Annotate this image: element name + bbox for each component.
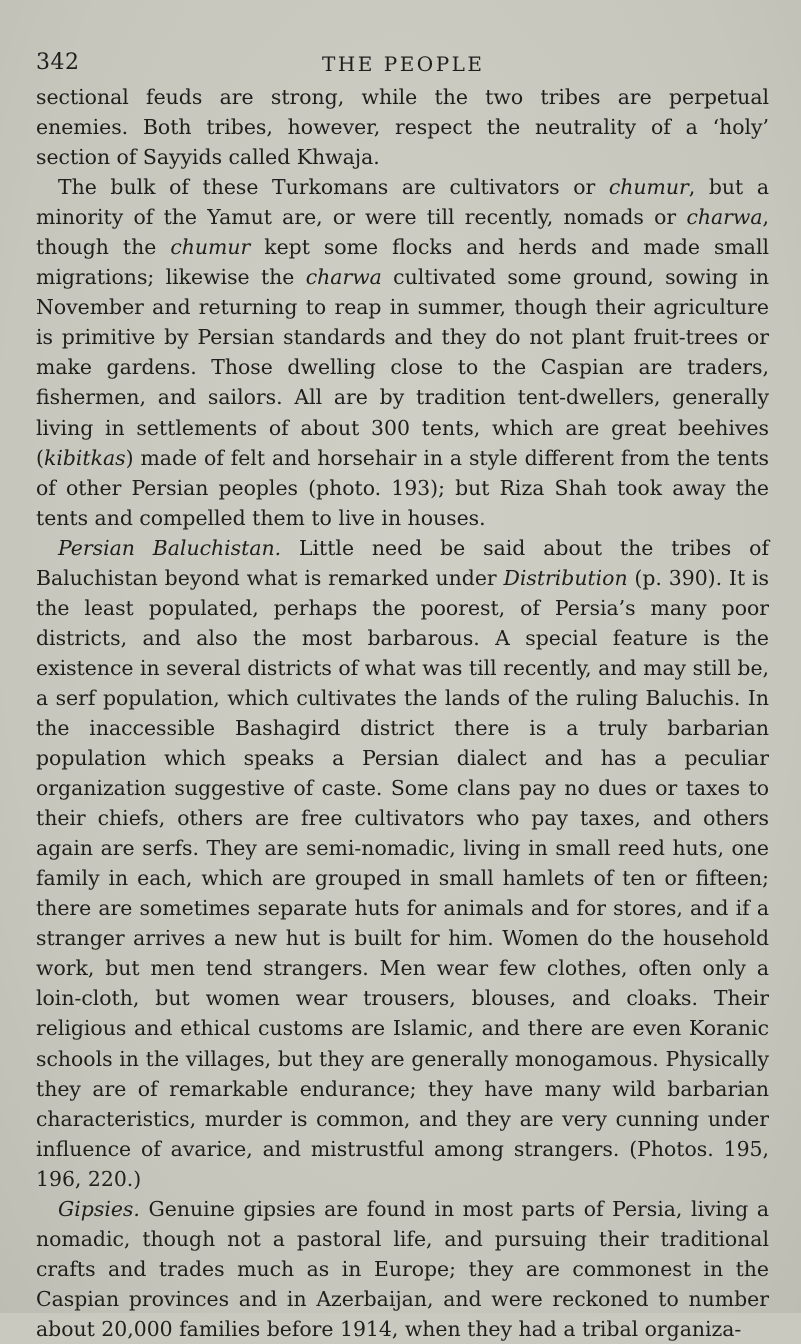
paragraph-heading: Gipsies.: [58, 1196, 140, 1221]
paragraph-heading: Persian Baluchistan.: [58, 535, 282, 560]
italic-term: charwa: [305, 265, 382, 290]
italic-term: Distribution: [503, 565, 628, 590]
running-head: THE PEOPLE: [322, 52, 485, 76]
text-run: The bulk of these Turkomans are cultivators or: [58, 175, 609, 200]
text-run: Genuine gipsies are found in most parts of Persia, living a nomadic, though not a pastoral life, and pursuing their traditional crafts and trades much as in Europe; they are commonest in the Caspian provinces and in Azerbaijan, and were reckoned to number about 20,000 families before 1914, when they had a tribal organiza-: [36, 1196, 769, 1341]
paragraph: [36, 1194, 769, 1344]
text-run: Little need be said about the tribes of Baluchistan beyond what is remarked under: [36, 535, 769, 590]
page-number: 342: [36, 50, 80, 75]
text-run: ) made of felt and horsehair in a style different from the tents of other Persian peoples (photo. 193); but Riza Shah took away the tents and compelled them to live in houses.: [36, 445, 769, 530]
page-header: [0, 50, 801, 80]
paragraph: [36, 533, 769, 1194]
text-run: sectional feuds are strong, while the two tribes are perpetual enemies. Both tribes, however, respect the neutrality of a ‘holy’ section of Sayyids called Khwaja.: [36, 85, 769, 170]
text-run: (p. 390). It is the least populated, perhaps the poorest, of Persia’s many poor districts, and also the most barbarous. A special feature is the existence in several districts of what was till recently, and may still be, a serf population, which cultivates the lands of the ruling Baluchis. In the inaccessible Bashagird district there is a truly barbarian population which speaks a Persian dialect and has a peculiar organization suggestive of caste. Some clans pay no dues or taxes to their chiefs, others are free cultivators who pay taxes, and others again are serfs. They are semi-nomadic, living in small reed huts, one family in each, which are grouped in small hamlets of ten or fifteen; there are sometimes separate huts for animals and for stores, and if a stranger arrives a new hut is built for him. Women do the household work, but men tend strangers. Men wear few clothes, often only a loin-cloth, but women wear trousers, blouses, and cloaks. Their religious and ethical customs are Islamic, and there are even Koranic schools in the villages, but they are generally monogamous. Physically they are of remarkable endurance; they have many wild barbarian characteristics, murder is common, and they are very cunning under influence of avarice, and mistrustful among strangers. (Photos. 195, 196, 220.): [36, 565, 769, 1191]
italic-term: chumur: [170, 235, 251, 260]
text-run: cultivated some ground, sowing in November and returning to reap in summer, though their agriculture is primitive by Persian standards and they do not plant fruit-trees or make gardens. Those dwelling close to the Caspian are traders, fishermen, and sailors. All are by tradition tent-dwellers, generally living in settlements of about 300 tents, which are great beehives (: [36, 265, 769, 470]
italic-term: chumur: [608, 175, 689, 200]
text-run: , but a minority of the Yamut are, or were till recently, nomads or: [36, 175, 769, 230]
italic-term: charwa: [686, 205, 763, 230]
paragraph: [36, 172, 769, 533]
body-text: [36, 82, 769, 1344]
text-run: , though the: [36, 205, 769, 260]
paragraph: [36, 82, 769, 172]
italic-term: kibitkas: [43, 445, 126, 470]
text-run: kept some flocks and herds and made small migrations; likewise the: [36, 235, 770, 290]
